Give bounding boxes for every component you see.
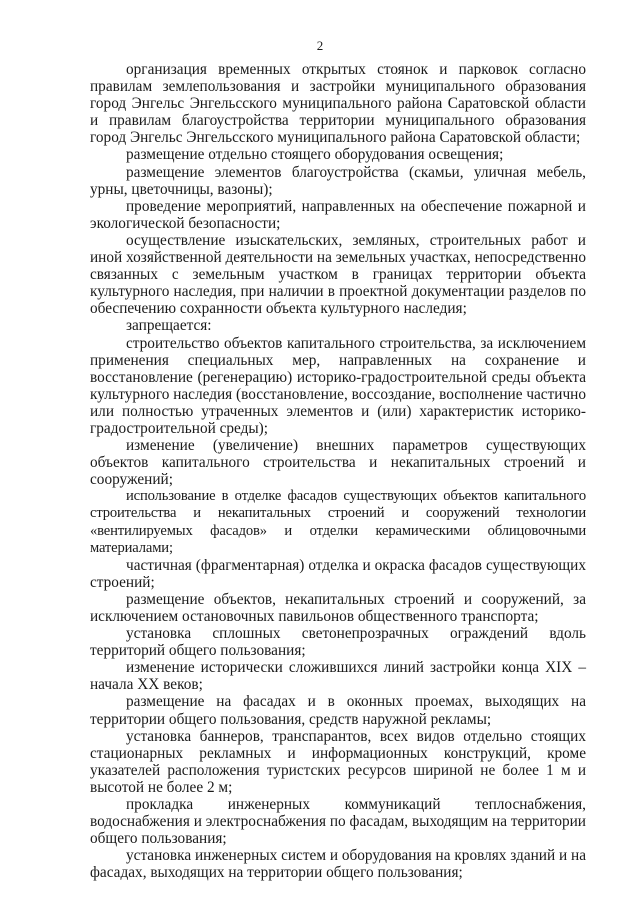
paragraph-lighting: размещение отдельно стоящего оборудования освещения;	[126, 146, 504, 164]
paragraph-construction-works: осуществление изыскательских, земляных, строительных работ и иной хозяйственной деятельности на земельных участках, непосредственно связанных с земельным участком в границах территории объекта культурного наследия, при наличии в проектной документации разделов по обеспечению сохранности объекта культурного наследия;	[90, 231, 586, 318]
paragraph-outdoor-advertising: размещение на фасадах и в оконных проемах, выходящих на территории общего пользования, средств наружной рекламы;	[90, 693, 586, 728]
paragraph-banners: установка баннеров, транспарантов, всех видов отдельно стоящих стационарных рекламных и информационных конструкций, кроме указателей расположения туристских ресурсов шириной не более 1 м и высотой не более 2 м;	[90, 727, 586, 796]
paragraph-engineering-systems: установка инженерных систем и оборудования на кровлях зданий и на фасадах, выходящих на территории общего пользования;	[90, 847, 586, 882]
paragraph-utilities: прокладка инженерных коммуникаций теплоснабжения, водоснабжения и электроснабжения по фасадам, выходящим на территории общего пользования;	[90, 796, 586, 848]
paragraph-facade-finishing: использование в отделке фасадов существующих объектов капитального строительства и некапитальных строений и сооружений технологии «вентилируемых фасадов» и отделки керамическими облицовочными материалами;	[90, 488, 586, 556]
page-number: 2	[316, 38, 324, 53]
paragraph-fences: установка сплошных светонепрозрачных ограждений вдоль территорий общего пользования;	[90, 625, 586, 660]
paragraph-safety: проведение мероприятий, направленных на обеспечение пожарной и экологической безопасности;	[90, 197, 586, 232]
paragraph-external-parameters: изменение (увеличение) внешних параметров существующих объектов капитального строительства и некапитальных строений и сооружений;	[90, 437, 586, 489]
paragraph-parking: организация временных открытых стоянок и парковок согласно правилам землепользования и застройки муниципального образования город Энгельс Энгельсского муниципального района Саратовской области и правилам благоустройства территории муниципального образования город Энгельс Энгельсского муниципального района Саратовской области;	[90, 61, 586, 147]
paragraph-landscaping: размещение элементов благоустройства (скамьи, уличная мебель, урны, цветочницы, вазоны);	[90, 163, 586, 198]
paragraph-prohibited-heading: запрещается:	[126, 317, 212, 335]
paragraph-partial-finishing: частичная (фрагментарная) отделка и окраска фасадов существующих строений;	[90, 556, 586, 591]
paragraph-building-lines: изменение исторически сложившихся линий застройки конца XIX – начала XX веков;	[90, 659, 586, 694]
document-body	[90, 61, 586, 882]
paragraph-capital-construction: строительство объектов капитального строительства, за исключением применения специальных мер, направленных на сохранение и восстановление (регенерацию) историко-градостроительной среды объекта культурного наследия (восстановление, воссоздание, восполнение частично или полностью утраченных элементов и (или) характеристик историко-градостроительной среды);	[90, 334, 586, 437]
paragraph-non-capital-structures: размещение объектов, некапитальных строений и сооружений, за исключением остановочных павильонов общественного транспорта;	[90, 590, 586, 625]
